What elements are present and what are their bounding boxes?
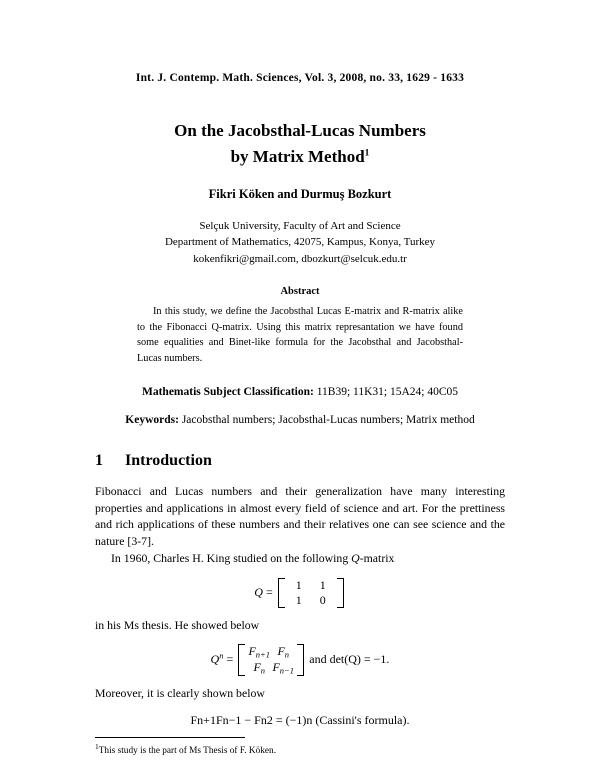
bracket-right-icon (297, 644, 304, 676)
bracket-left-icon (278, 578, 285, 608)
title-line-1: On the Jacobsthal-Lucas Numbers (174, 121, 426, 140)
affiliation-emails: kokenfikri@gmail.com, dbozkurt@selcuk.edu.tr (193, 252, 407, 265)
paragraph-moreover: Moreover, it is clearly shown below (95, 686, 265, 701)
title-line-2: by Matrix Method$^1$ (230, 147, 370, 167)
section-heading (95, 452, 505, 470)
equation-q-definition (95, 578, 505, 608)
eq1-cell-11: 0 (319, 592, 326, 607)
eq2-exponent: n (219, 650, 224, 661)
eq1-equals: = (265, 584, 273, 599)
msc-label: Mathematis Subject Classification: (141, 385, 314, 398)
section-title: Introduction (125, 451, 212, 469)
bracket-right-icon (337, 578, 344, 608)
affiliation-line-1: Selçuk University, Faculty of Art and Science (199, 219, 401, 232)
eq1-lhs: Q (254, 584, 263, 599)
q-matrix-symbol: Q (351, 550, 360, 565)
matrix-row (247, 660, 295, 674)
eq2-equals: = (226, 652, 234, 667)
abstract-text: In this study, we define the Jacobsthal Lucas E-matrix and R-matrix alike to the Fibonacci Q-matrix. Using this matrix represantation we have found some equalities and Binet-like formula for the Jacobsthal and Jacobsthal-Lucas numbers. (137, 306, 463, 364)
eq2-cell-01: $F_n$ (277, 644, 290, 660)
eq2-cell-00: $F_{n+1}$ (248, 644, 271, 660)
title-footnote-marker: 1 (364, 148, 370, 159)
msc-value: 11B39; 11K31; 15A24; 40C05 (316, 385, 459, 398)
eq2-lhs: $Q^n$ (210, 650, 224, 667)
paragraph-ms-thesis: in his Ms thesis. He showed below (95, 617, 260, 632)
paragraph-king-prefix: In 1960, Charles H. King studied on the following (111, 550, 352, 565)
footnote-marker: 1 (95, 742, 99, 752)
affiliation (95, 218, 505, 268)
eq2-cell-11: $F_{n-1}$ (272, 660, 295, 676)
eq2-tail: and det(Q) = −1. (309, 652, 390, 667)
eq1-cell-10: 1 (295, 592, 302, 607)
eq2-matrix (238, 644, 304, 676)
eq2-cell-10: $F_n$ (253, 660, 266, 676)
msc-line (95, 386, 505, 398)
journal-header: Int. J. Contemp. Math. Sciences, Vol. 3, 2008, no. 33, 1629 - 1633 (135, 72, 465, 84)
paragraph-intro: Fibonacci and Lucas numbers and their generalization have many interesting properties and applications in almost every field of science and art. For the prettiness and rich applications of these numbers and their relatives one can see science and the nature [3-7]. (95, 483, 505, 549)
keywords-value: Jacobsthal numbers; Jacobsthal-Lucas numbers; Matrix method (181, 413, 475, 426)
authors: Fikri Köken and Durmuş Bozkurt (208, 186, 392, 201)
matrix-row (247, 644, 295, 658)
section-number: 1 (95, 451, 103, 469)
keywords-line (95, 414, 505, 426)
matrix-row (287, 593, 335, 607)
equation-cassini: Fn+1Fn−1 − Fn2 = (−1)n (Cassini's formula). (190, 713, 410, 728)
keywords-label: Keywords: (125, 413, 179, 426)
abstract-heading: Abstract (280, 286, 320, 298)
footnote (95, 742, 505, 756)
equation-q-power-n (95, 644, 505, 676)
eq1-cell-01: 1 (319, 577, 326, 592)
eq1-cell-00: 1 (295, 577, 302, 592)
affiliation-line-2: Department of Mathematics, 42075, Kampus, Konya, Turkey (164, 236, 436, 249)
bracket-left-icon (238, 644, 245, 676)
eq1-matrix (278, 578, 344, 608)
paragraph-king-suffix: -matrix (359, 550, 395, 565)
page-title (95, 118, 505, 171)
matrix-row (287, 578, 335, 592)
footnote-text: This study is the part of Ms Thesis of F. Köken. (98, 746, 277, 757)
footnote-divider (95, 737, 245, 738)
paragraph-king (95, 550, 505, 567)
